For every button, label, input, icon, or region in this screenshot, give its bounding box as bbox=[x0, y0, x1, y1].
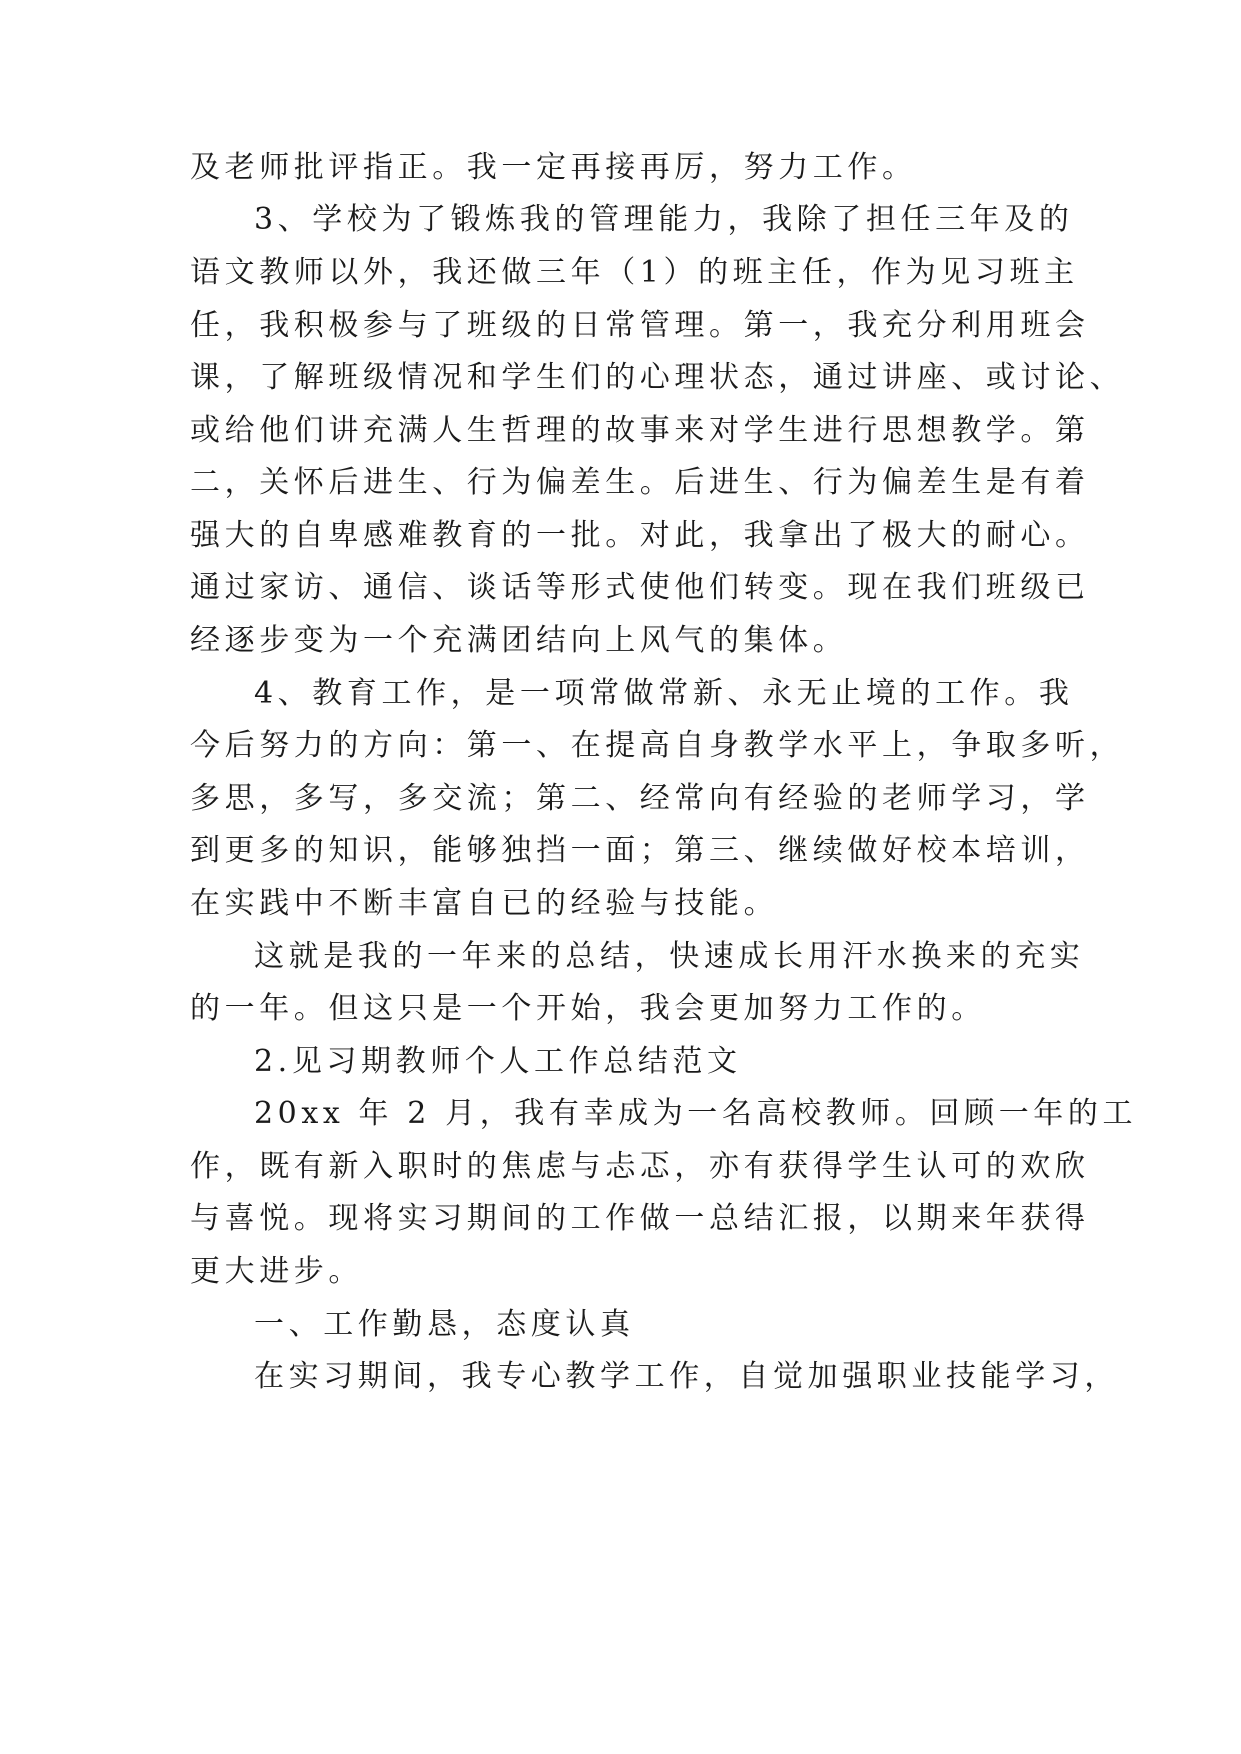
text-line: 的一年。但这只是一个开始，我会更加努力工作的。 bbox=[190, 991, 986, 1026]
section-heading: 2.见习期教师个人工作总结范文 bbox=[254, 1044, 742, 1079]
text-line: 4、教育工作，是一项常做常新、永无止境的工作。我 bbox=[254, 676, 1074, 711]
text-line: 这就是我的一年来的总结，快速成长用汗水换来的充实 bbox=[254, 939, 1085, 974]
text-line: 及老师批评指正。我一定再接再厉，努力工作。 bbox=[190, 150, 917, 185]
text-line: 多思，多写，多交流；第二、经常向有经验的老师学习，学 bbox=[190, 781, 1090, 816]
text-line: 或给他们讲充满人生哲理的故事来对学生进行思想教学。第 bbox=[190, 413, 1090, 448]
text-line: 与喜悦。现将实习期间的工作做一总结汇报，以期来年获得 bbox=[190, 1201, 1090, 1236]
text-line: 3、学校为了锻炼我的管理能力，我除了担任三年及的 bbox=[254, 202, 1074, 237]
text-line: 语文教师以外，我还做三年（1）的班主任，作为见习班主 bbox=[190, 255, 1079, 290]
text-line: 二，关怀后进生、行为偏差生。后进生、行为偏差生是有着 bbox=[190, 465, 1090, 500]
text-line: 经逐步变为一个充满团结向上风气的集体。 bbox=[190, 623, 848, 658]
text-line: 在实习期间，我专心教学工作，自觉加强职业技能学习， bbox=[254, 1359, 1119, 1394]
text-line: 20xx 年 2 月，我有幸成为一名高校教师。回顾一年的工 bbox=[254, 1096, 1138, 1131]
text-line: 到更多的知识，能够独挡一面；第三、继续做好校本培训， bbox=[190, 833, 1090, 868]
text-line: 课，了解班级情况和学生们的心理状态，通过讲座、或讨论、 bbox=[190, 360, 1125, 395]
text-line: 作，既有新入职时的焦虑与忐忑，亦有获得学生认可的欢欣 bbox=[190, 1149, 1090, 1184]
text-line: 今后努力的方向：第一、在提高自身教学水平上，争取多听， bbox=[190, 728, 1125, 763]
text-line: 通过家访、通信、谈话等形式使他们转变。现在我们班级已 bbox=[190, 570, 1090, 605]
subsection-heading: 一、工作勤恳，态度认真 bbox=[254, 1307, 635, 1342]
text-line: 更大进步。 bbox=[190, 1254, 363, 1289]
text-line: 任，我积极参与了班级的日常管理。第一，我充分利用班会 bbox=[190, 308, 1090, 343]
text-line: 强大的自卑感难教育的一批。对此，我拿出了极大的耐心。 bbox=[190, 518, 1090, 553]
text-line: 在实践中不断丰富自已的经验与技能。 bbox=[190, 886, 779, 921]
